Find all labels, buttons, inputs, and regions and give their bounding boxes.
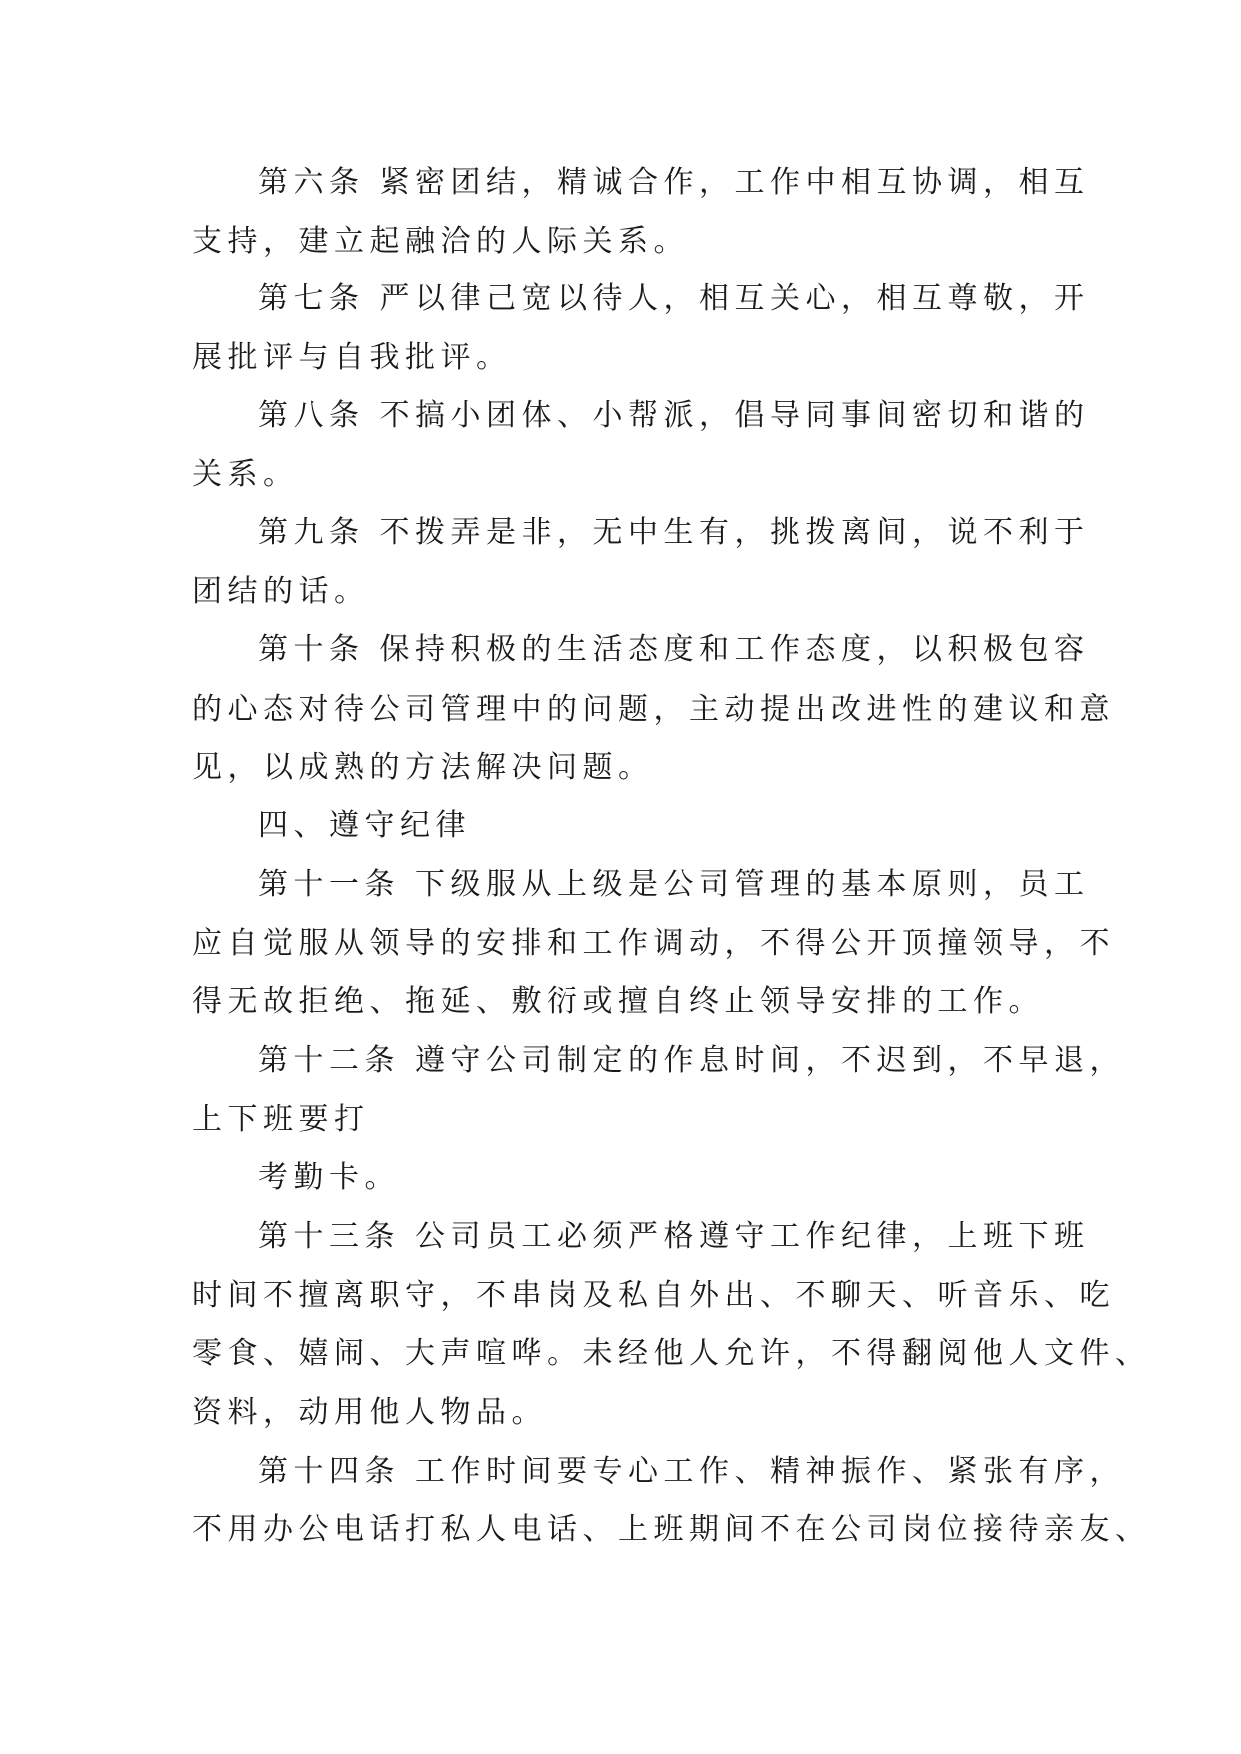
article-7-line-2: 展批评与自我批评。 xyxy=(192,340,512,375)
article-12-line-3: 考勤卡。 xyxy=(258,1160,400,1195)
article-13-line-3: 零食、嬉闹、大声喧哗。未经他人允许，不得翻阅他人文件、 xyxy=(192,1336,1151,1371)
article-6-line-2: 支持，建立起融洽的人际关系。 xyxy=(192,224,689,259)
article-14-line-1: 第十四条 工作时间要专心工作、精神振作、紧张有序， xyxy=(258,1454,1126,1489)
article-13-line-1: 第十三条 公司员工必须严格遵守工作纪律，上班下班 xyxy=(258,1219,1090,1254)
article-11-line-1: 第十一条 下级服从上级是公司管理的基本原则，员工 xyxy=(258,867,1090,902)
article-14-line-2: 不用办公电话打私人电话、上班期间不在公司岗位接待亲友、 xyxy=(192,1512,1151,1547)
article-10-line-3: 见，以成熟的方法解决问题。 xyxy=(192,750,654,785)
section-heading: 四、遵守纪律 xyxy=(258,808,471,843)
article-12-line-2: 上下班要打 xyxy=(192,1102,370,1137)
article-13-line-2: 时间不擅离职守，不串岗及私自外出、不聊天、听音乐、吃 xyxy=(192,1278,1115,1313)
article-13-line-4: 资料，动用他人物品。 xyxy=(192,1395,547,1430)
article-10-line-2: 的心态对待公司管理中的问题，主动提出改进性的建议和意 xyxy=(192,692,1115,727)
article-7-line-1: 第七条 严以律己宽以待人，相互关心，相互尊敬，开 xyxy=(258,281,1090,316)
article-12-line-1: 第十二条 遵守公司制定的作息时间，不迟到，不早退， xyxy=(258,1043,1126,1078)
article-9-line-1: 第九条 不拨弄是非，无中生有，挑拨离间，说不利于 xyxy=(258,515,1090,550)
article-11-line-3: 得无故拒绝、拖延、敷衍或擅自终止领导安排的工作。 xyxy=(192,984,1044,1019)
article-8-line-2: 关系。 xyxy=(192,457,299,492)
article-8-line-1: 第八条 不搞小团体、小帮派，倡导同事间密切和谐的 xyxy=(258,398,1090,433)
article-6-line-1: 第六条 紧密团结，精诚合作，工作中相互协调，相互 xyxy=(258,165,1090,200)
article-10-line-1: 第十条 保持积极的生活态度和工作态度，以积极包容 xyxy=(258,632,1090,667)
article-9-line-2: 团结的话。 xyxy=(192,574,370,609)
article-11-line-2: 应自觉服从领导的安排和工作调动，不得公开顶撞领导，不 xyxy=(192,926,1115,961)
